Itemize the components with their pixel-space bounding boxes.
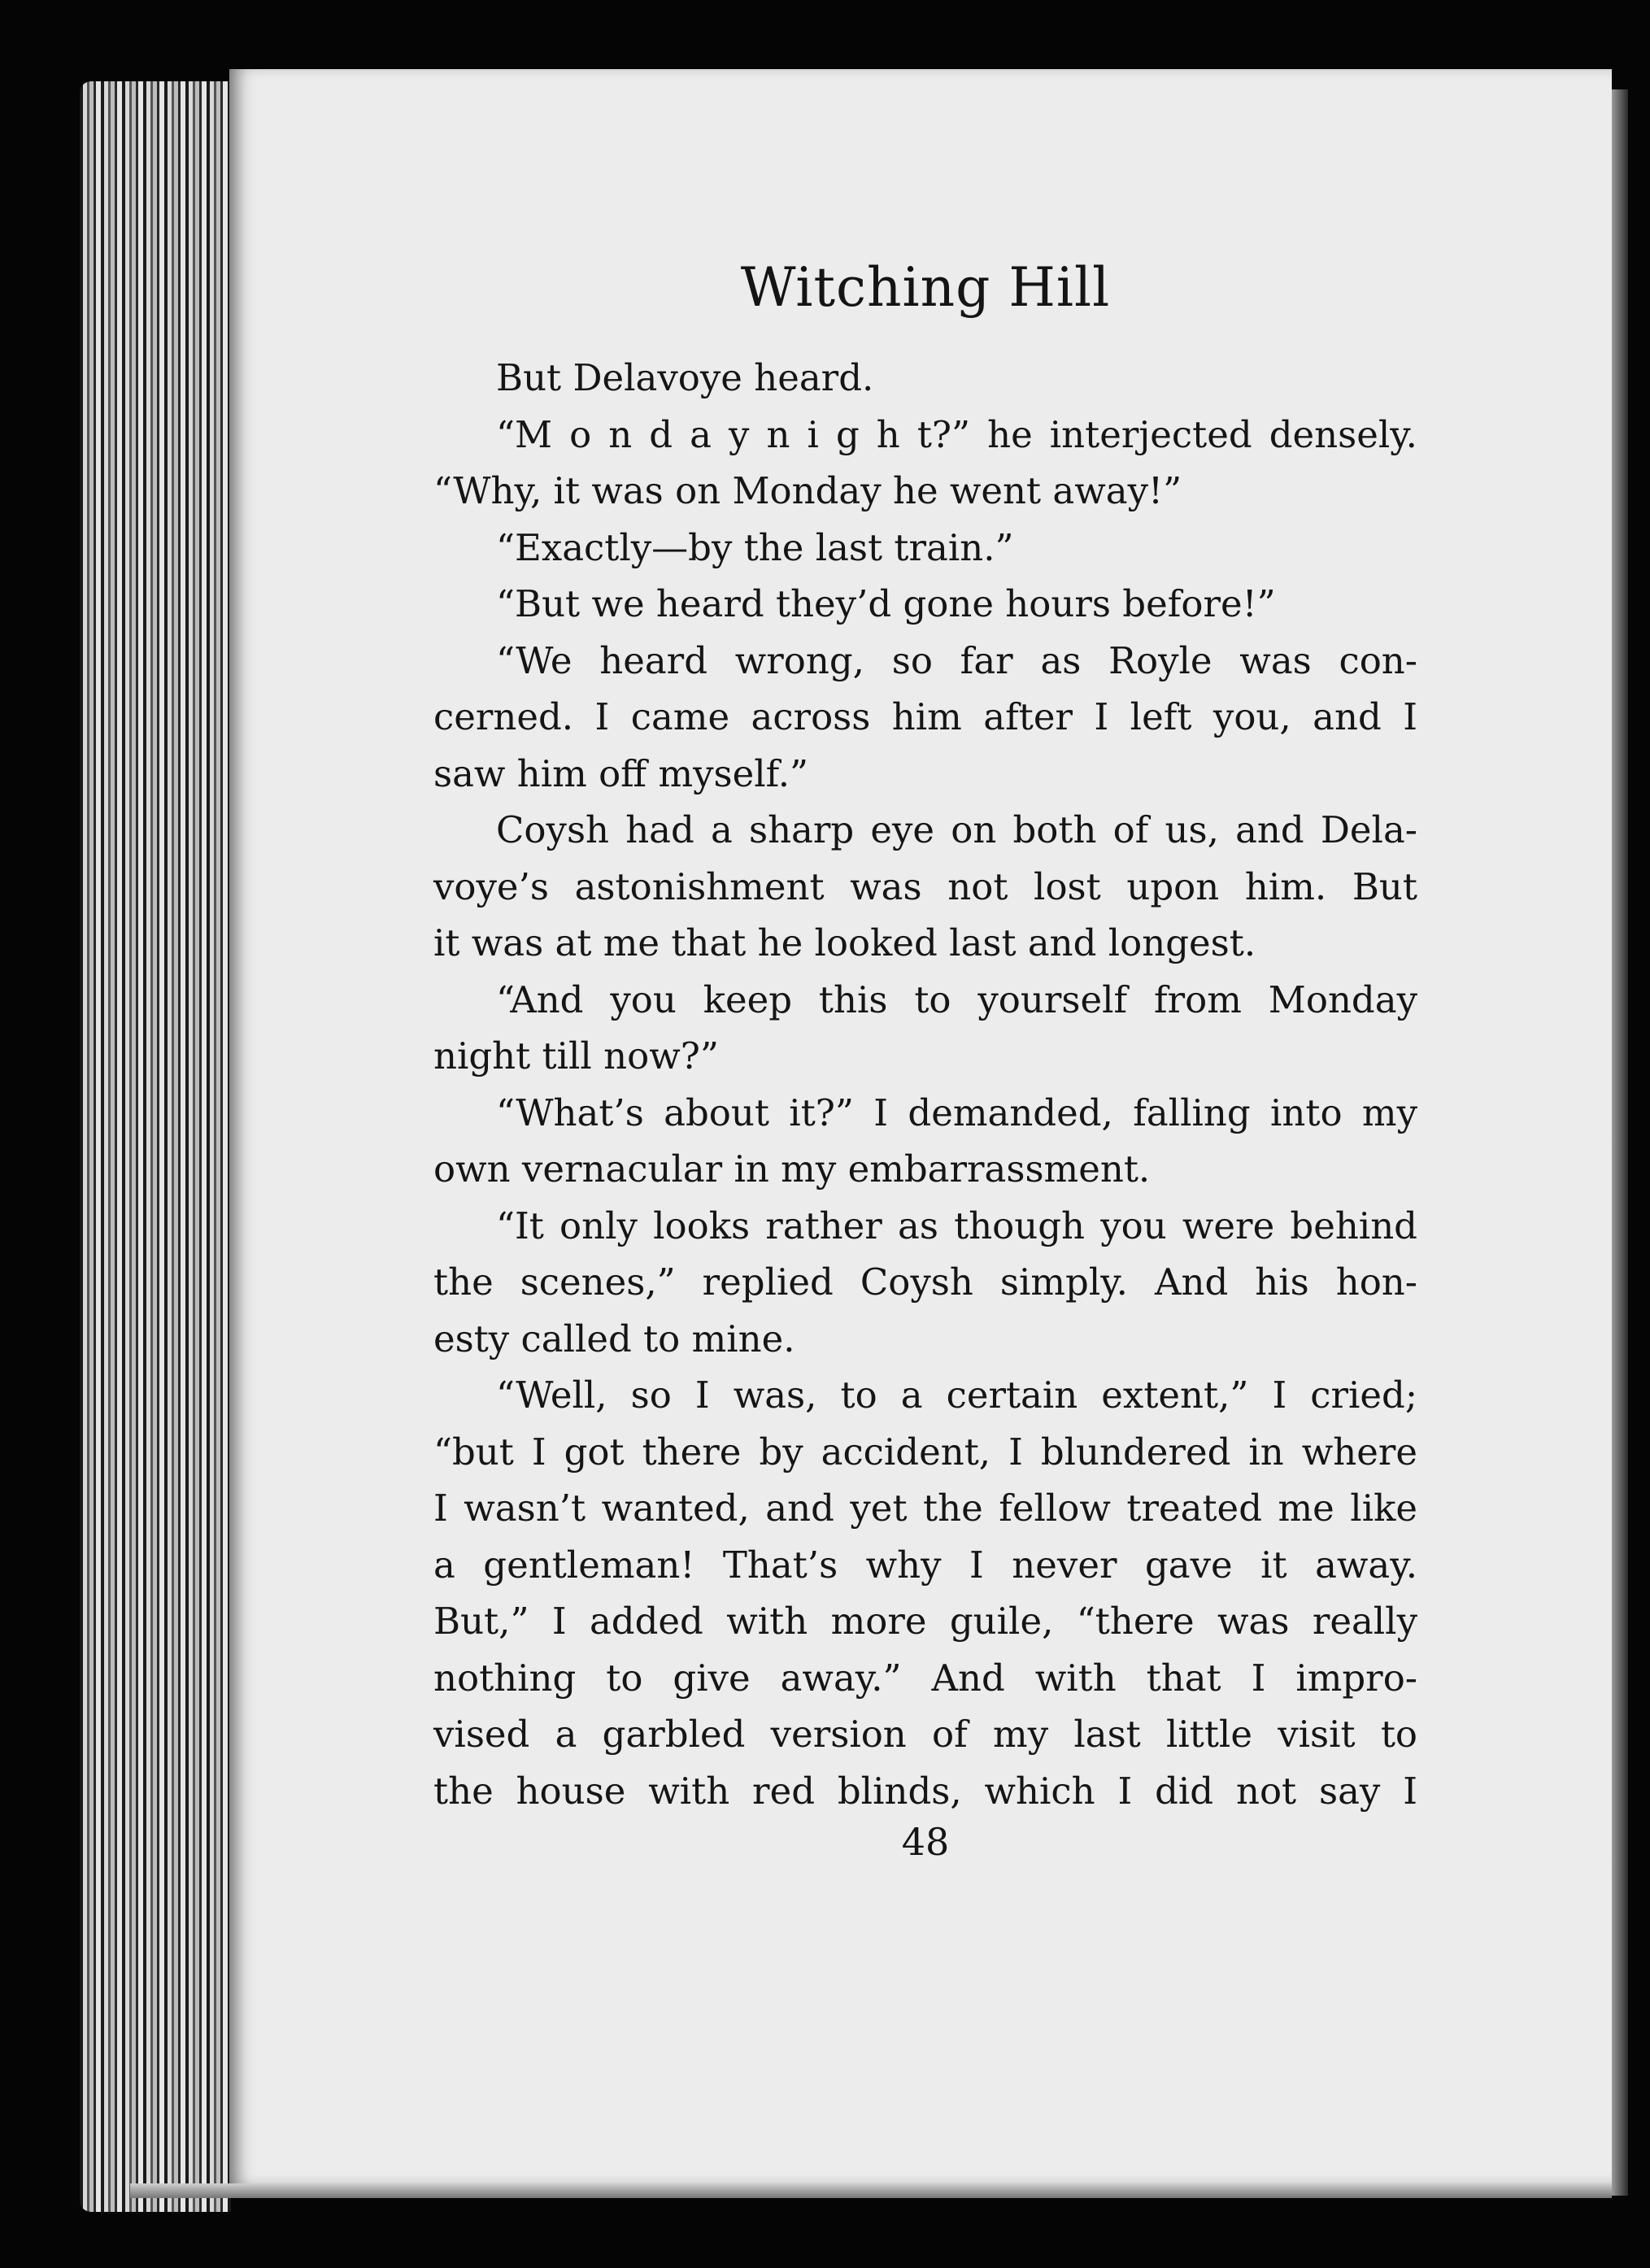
text-line: the house with red blinds, which I did not say I <box>433 1769 1417 1813</box>
text-line: But Delavoye heard. <box>496 356 874 399</box>
text-line: it was at me that he looked last and longest. <box>433 921 1256 964</box>
book-right-edge <box>1612 89 1628 2196</box>
text-line: nothing to give away.” And with that I impro- <box>433 1656 1417 1700</box>
text-line: “But we heard they’d gone hours before!” <box>496 582 1276 625</box>
text-line: “It only looks rather as though you were behind <box>496 1204 1417 1247</box>
book-page-edges <box>80 81 231 2212</box>
text-line: vised a garbled version of my last little visit to <box>433 1713 1417 1756</box>
text-line: the scenes,” replied Coysh simply. And his hon- <box>433 1260 1417 1304</box>
text-line: “And you keep this to yourself from Monday <box>496 977 1417 1021</box>
text-line: voye’s astonishment was not lost upon him. But <box>433 864 1417 908</box>
text-line: own vernacular in my embarrassment. <box>433 1147 1151 1191</box>
text-line: But,” I added with more guile, “there was really <box>433 1600 1417 1643</box>
text-line: I wasn’t wanted, and yet the fellow treated me like <box>433 1487 1417 1530</box>
text-line: esty called to mine. <box>433 1317 795 1360</box>
text-line: “Why, it was on Monday he went away!” <box>433 469 1182 512</box>
text-line: night till now?” <box>433 1034 719 1077</box>
text-line: “Exactly—by the last train.” <box>496 525 1014 569</box>
page-number: 48 <box>901 1820 950 1864</box>
body-text <box>433 350 1417 1819</box>
text-line: Coysh had a sharp eye on both of us, and Dela- <box>496 808 1417 851</box>
text-line: a gentleman! That’s why I never gave it away. <box>433 1543 1417 1587</box>
text-line: “but I got there by accident, I blundered in where <box>433 1430 1417 1474</box>
text-line: cerned. I came across him after I left you, and I <box>433 695 1417 738</box>
text-line: “We heard wrong, so far as Royle was con- <box>496 638 1417 682</box>
book-bottom-edge <box>130 2183 1612 2198</box>
running-head: Witching Hill <box>740 256 1111 319</box>
text-line: saw him off myself.” <box>433 751 809 795</box>
text-line: “What’s about it?” I demanded, falling into my <box>496 1090 1417 1134</box>
text-line: “Well, so I was, to a certain extent,” I cried; <box>496 1373 1417 1417</box>
text-line: “M o n d a y n i g h t?” he interjected densely. <box>496 412 1417 456</box>
